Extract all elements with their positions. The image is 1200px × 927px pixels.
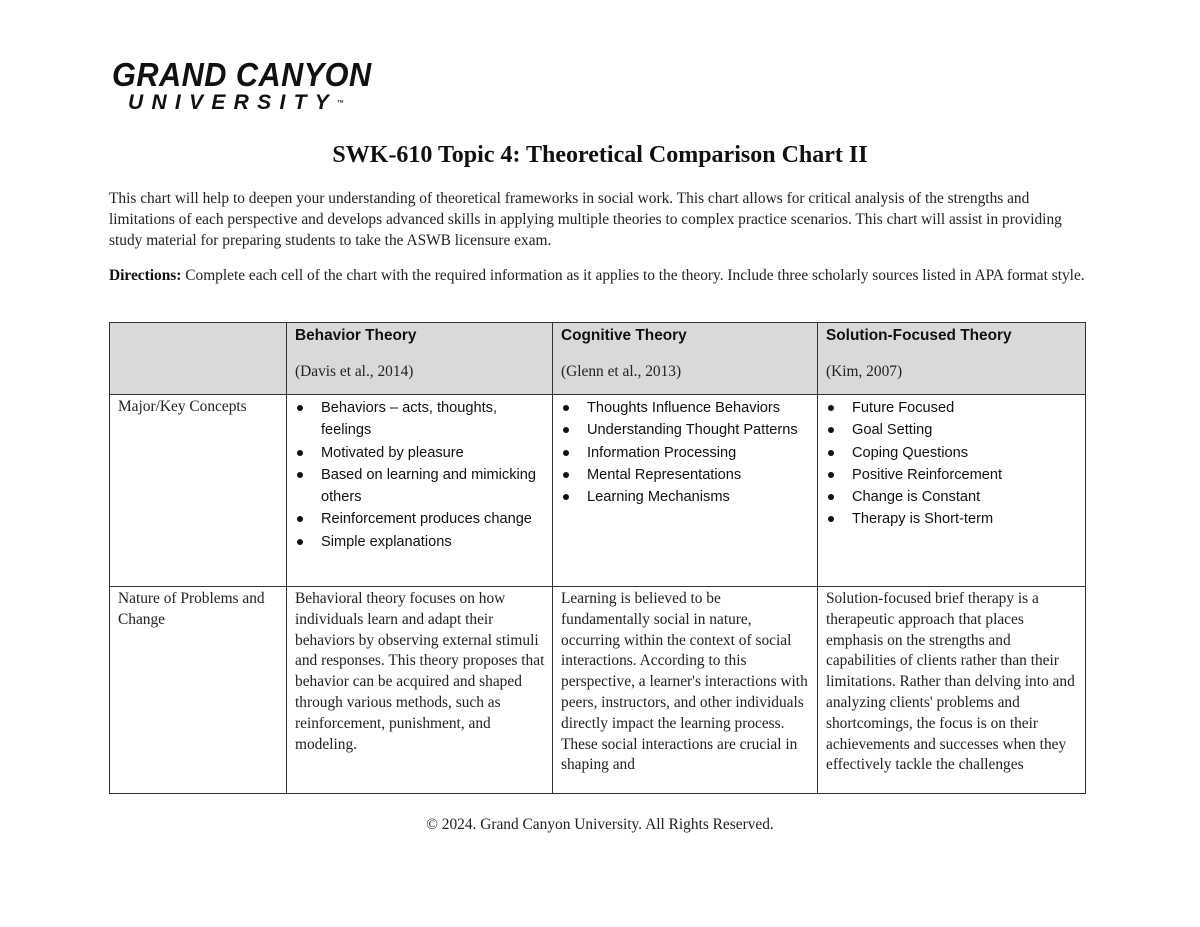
bullet-list xyxy=(295,397,546,553)
list-item: Therapy is Short-term xyxy=(826,508,1079,530)
bullet-list xyxy=(826,397,1079,531)
list-item: Goal Setting xyxy=(826,419,1079,441)
row-label-cell xyxy=(110,587,287,794)
list-item: Future Focused xyxy=(826,397,1079,419)
logo-wordmark-bottom: UNIVERSITY™ xyxy=(128,91,345,114)
list-item: Motivated by pleasure xyxy=(295,442,546,464)
list-item: Based on learning and mimicking others xyxy=(295,464,546,509)
page-title: SWK-610 Topic 4: Theoretical Comparison Chart II xyxy=(332,142,868,168)
concepts-cell-solution-focused xyxy=(818,395,1086,587)
theory-citation: (Davis et al., 2014) xyxy=(295,363,414,380)
concepts-cell-behavior xyxy=(287,395,553,587)
header-cell-behavior xyxy=(287,323,553,395)
row-label-cell xyxy=(110,395,287,587)
list-item: Reinforcement produces change xyxy=(295,508,546,530)
header-cell-cognitive xyxy=(553,323,818,395)
table-row-nature-of-problems xyxy=(110,587,1086,794)
row-label: Nature of Problems and Change xyxy=(118,590,265,628)
header-corner-cell xyxy=(110,323,287,395)
theory-citation: (Glenn et al., 2013) xyxy=(561,363,682,380)
theory-name: Behavior Theory xyxy=(295,327,417,344)
cell-text: Solution-focused brief therapy is a therapeutic approach that places emphasis on the strengths and capabilities of clients rather than their limitations. Rather than delving into and analyzing clients' problems and shortcomings, the focus is on their achievements and successes when they effectively tackle the challenges xyxy=(826,590,1075,774)
list-item: Information Processing xyxy=(561,442,811,464)
list-item: Thoughts Influence Behaviors xyxy=(561,397,811,419)
bullet-list xyxy=(561,397,811,508)
directions-paragraph xyxy=(109,266,1089,287)
concepts-cell-cognitive xyxy=(553,395,818,587)
intro-paragraph: This chart will help to deepen your understanding of theoretical frameworks in social work. This chart allows for critical analysis of the strengths and limitations of each perspective and develops advanced skills in applying multiple theories to complex practice scenarios. This chart will assist in providing study material for preparing students to take the ASWB licensure exam. xyxy=(109,190,1062,249)
cell-text: Learning is believed to be fundamentally social in nature, occurring within the context of social interactions. According to this perspective, a learner's interactions with peers, instructors, and other individuals directly impact the learning process. These social interactions are crucial in shaping and xyxy=(561,590,808,774)
list-item: Learning Mechanisms xyxy=(561,486,811,508)
list-item: Coping Questions xyxy=(826,442,1079,464)
theory-citation: (Kim, 2007) xyxy=(826,363,903,380)
logo-wordmark-top: GRAND CANYON xyxy=(112,56,372,93)
list-item: Simple explanations xyxy=(295,531,546,553)
row-label: Major/Key Concepts xyxy=(118,398,247,415)
nature-cell-solution-focused xyxy=(818,587,1086,794)
university-logo xyxy=(112,58,387,114)
list-item: Mental Representations xyxy=(561,464,811,486)
list-item: Behaviors – acts, thoughts, feelings xyxy=(295,397,546,442)
list-item: Positive Reinforcement xyxy=(826,464,1079,486)
list-item: Understanding Thought Patterns xyxy=(561,419,811,441)
table-row-key-concepts xyxy=(110,395,1086,587)
table-header-row xyxy=(110,323,1086,395)
list-item: Change is Constant xyxy=(826,486,1079,508)
theory-name: Cognitive Theory xyxy=(561,327,687,344)
nature-cell-behavior xyxy=(287,587,553,794)
header-cell-solution-focused xyxy=(818,323,1086,395)
trademark-mark: ™ xyxy=(337,100,345,107)
directions-text: Complete each cell of the chart with the required information as it applies to the theory. Include three scholarly sources listed in APA format style. xyxy=(181,267,1085,284)
comparison-table xyxy=(109,322,1086,794)
nature-cell-cognitive xyxy=(553,587,818,794)
theory-name: Solution-Focused Theory xyxy=(826,327,1012,344)
directions-label: Directions: xyxy=(109,267,182,284)
copyright-footer: © 2024. Grand Canyon University. All Rights Reserved. xyxy=(426,816,774,833)
cell-text: Behavioral theory focuses on how individuals learn and adapt their behaviors by observing external stimuli and responses. This theory proposes that behavior can be acquired and shaped through various methods, such as reinforcement, punishment, and modeling. xyxy=(295,590,545,753)
